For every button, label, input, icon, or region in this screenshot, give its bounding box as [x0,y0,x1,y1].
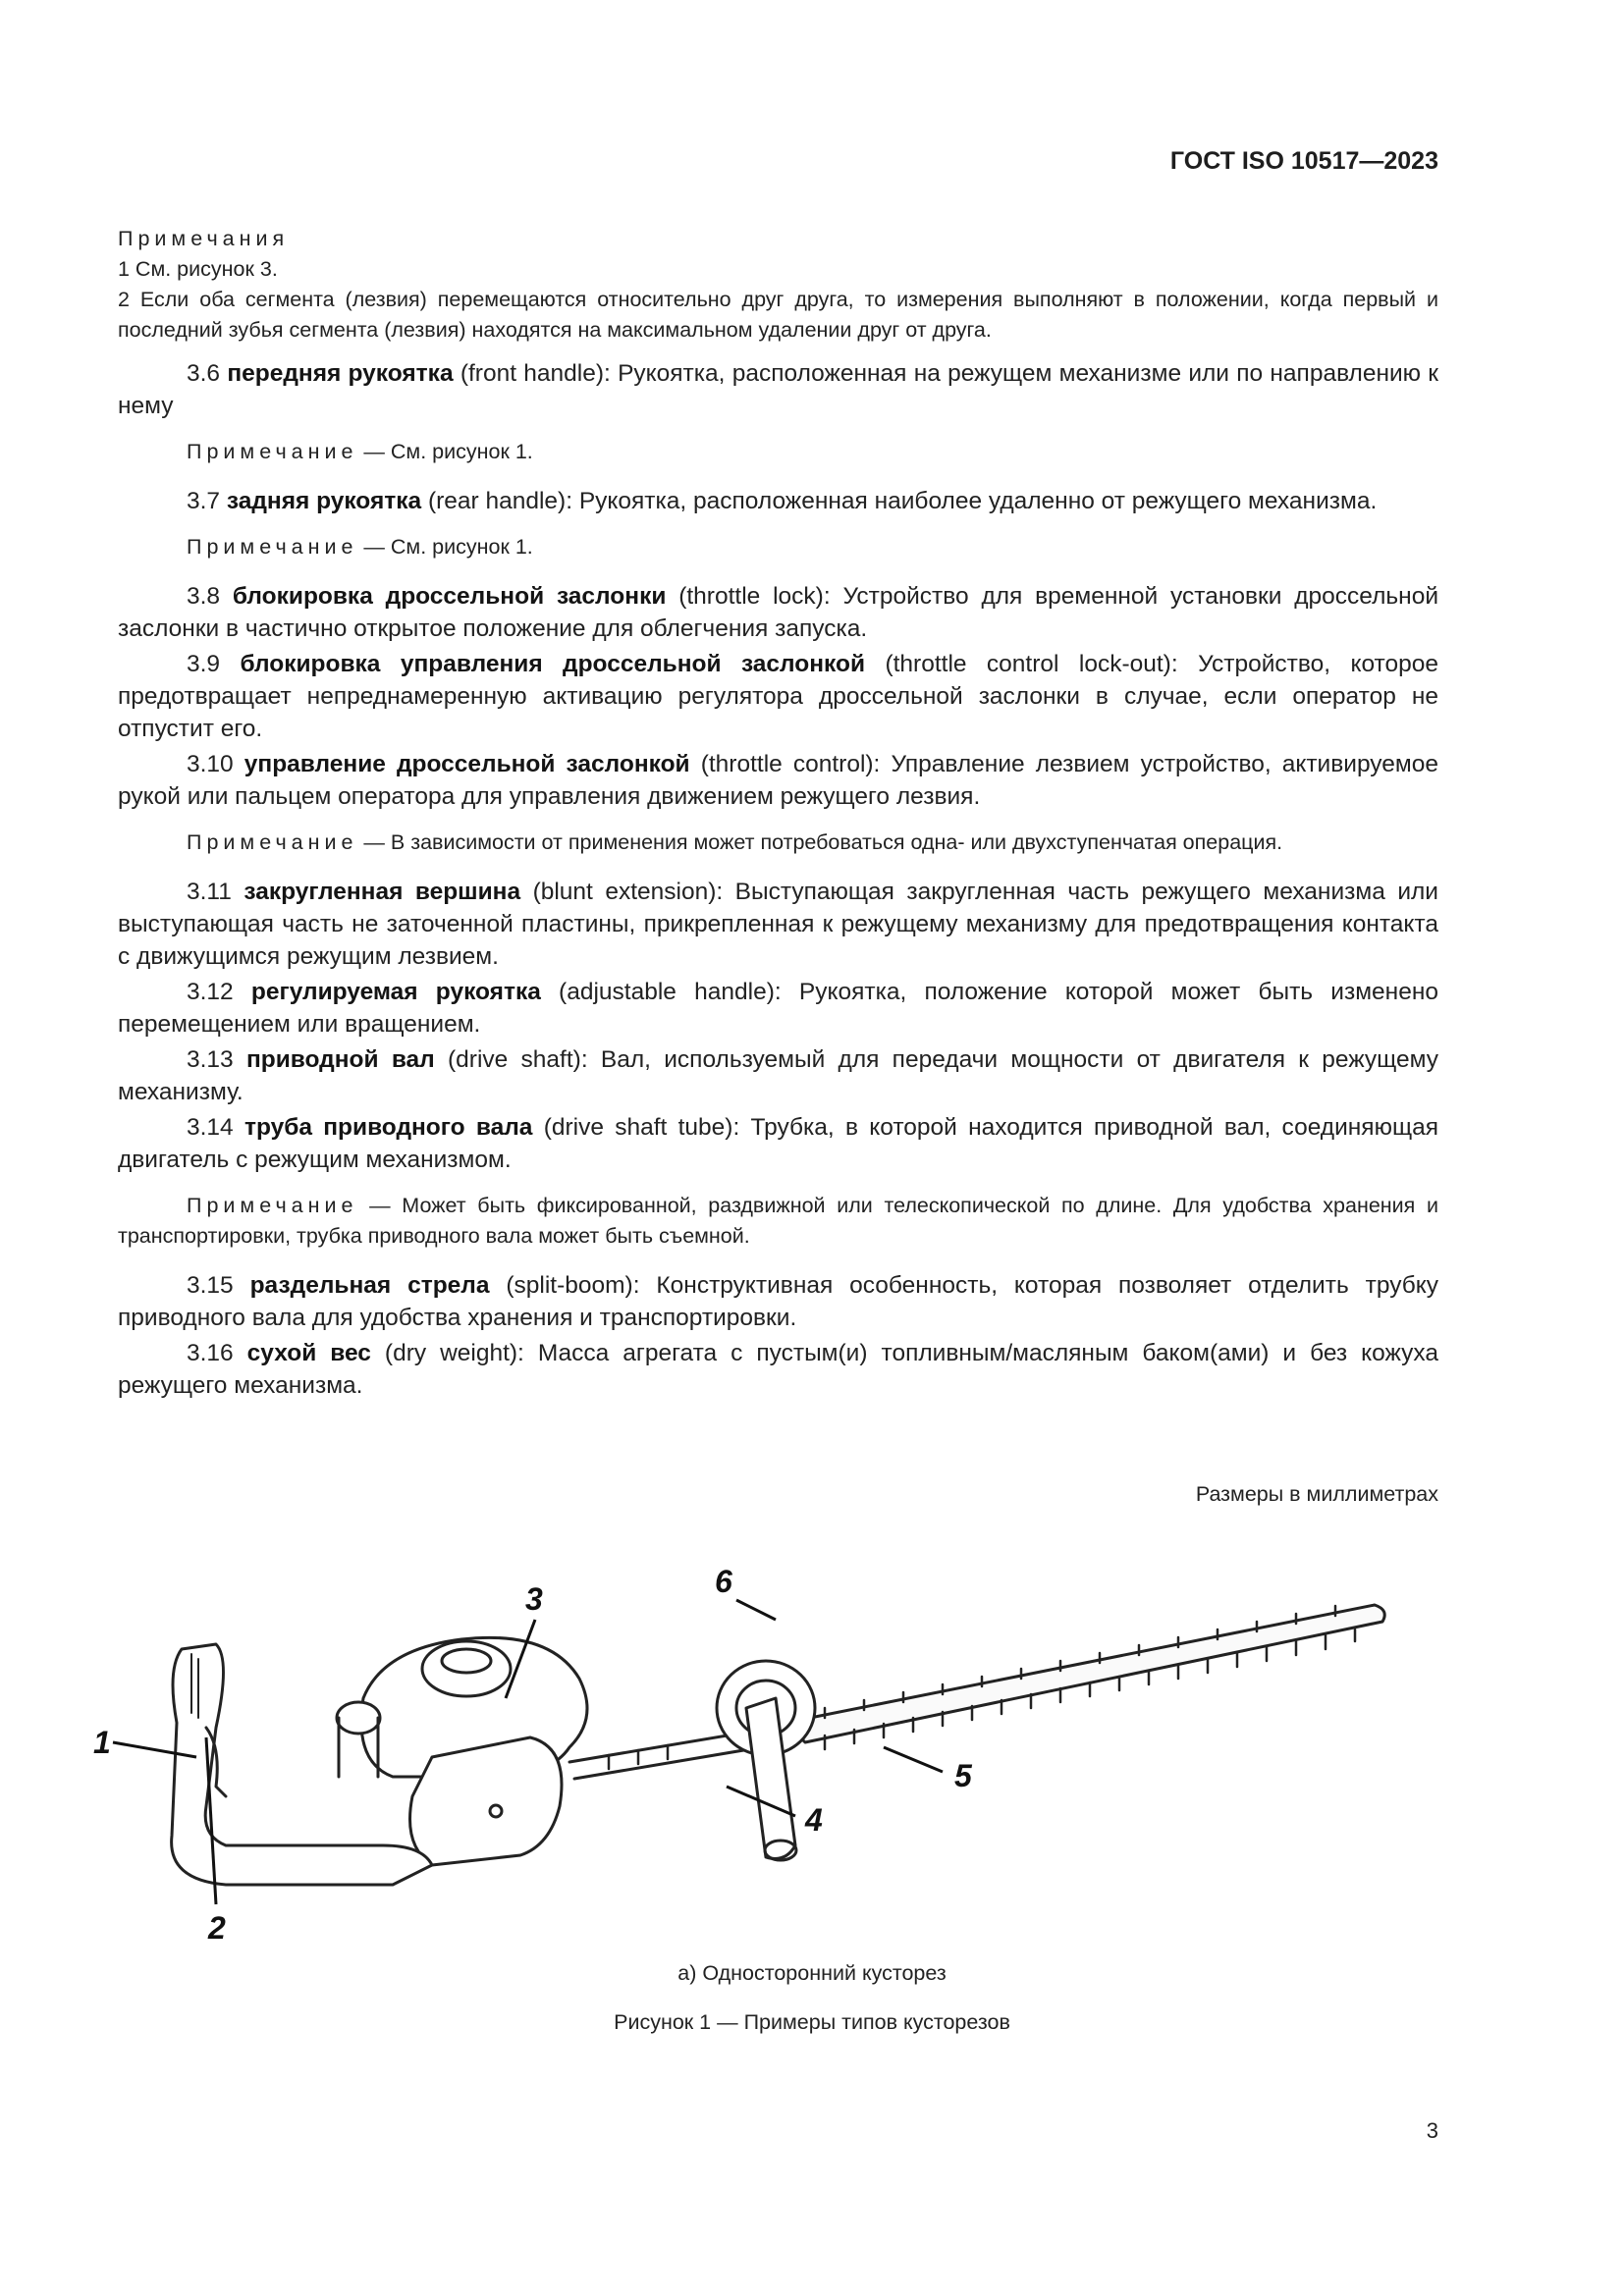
callout-1: 1 [93,1725,111,1760]
term-3-11: 3.11 закругленная вершина (blunt extension): Выступающая закругленная часть режущего механизма или выступающая часть не заточенной пластины, прикрепленная к режущему механизму для предотвращения контакта с движущимся режущим лезвием. [118,879,1438,970]
note-3-6: Примечание — См. рисунок 1. [187,440,533,463]
figure-subcaption: а) Односторонний кусторез [677,1961,947,1985]
callout-6: 6 [715,1564,732,1599]
callout-4: 4 [805,1802,823,1838]
term-3-10-name: управление дроссельной заслонкой [244,751,690,777]
term-3-9: 3.9 блокировка управления дроссельной заслонкой (throttle control lock-out): Устройство, которое предотвращает непреднамеренную активацию регулятора дроссельной заслонки в случае, если оператор не отпустит его. [118,651,1438,742]
fuel-cap [337,1702,380,1734]
term-3-16-name: сухой вес [246,1340,371,1366]
units-note: Размеры в миллиметрах [1195,1482,1438,1506]
term-3-6: 3.6 передняя рукоятка (front handle): Рукоятка, расположенная на режущем механизме или по направлению к нему [118,360,1439,419]
hedge-trimmer-figure [93,1551,1414,1946]
term-3-14-name: труба приводного вала [244,1114,533,1141]
engine-cover [410,1737,563,1865]
term-3-14: 3.14 труба приводного вала (drive shaft tube): Трубка, в которой находится приводной вал, соединяющая двигатель с режущим механизмом. [118,1114,1438,1173]
term-3-10: 3.10 управление дроссельной заслонкой (throttle control): Управление лезвием устройство, активируемое рукой или пальцем оператора для управления движением режущего лезвия. [118,751,1438,810]
term-3-7: 3.7 задняя рукоятка (rear handle): Рукоятка, расположенная наиболее удаленно от режущего механизма. [187,488,1378,514]
note-item-1: 1 См. рисунок 3. [118,257,278,281]
term-3-16: 3.16 сухой вес (dry weight): Масса агрегата с пустым(и) топливным/масляным баком(ами) и без кожуха режущего механизма. [118,1340,1438,1399]
page-content [118,224,1438,1405]
note-3-7: Примечание — См. рисунок 1. [187,535,533,559]
figure-caption: Рисунок 1 — Примеры типов кусторезов [614,2010,1010,2034]
term-3-8: 3.8 блокировка дроссельной заслонки (throttle lock): Устройство для временной установки дроссельной заслонки в частично открытое положение для облегчения запуска. [118,583,1438,642]
term-3-15-name: раздельная стрела [249,1272,490,1299]
term-3-15: 3.15 раздельная стрела (split-boom): Конструктивная особенность, которая позволяет отделить трубку приводного вала для удобства хранения и транспортировки. [118,1272,1438,1331]
term-3-9-name: блокировка управления дроссельной заслонкой [240,651,866,677]
term-3-6-name: передняя рукоятка [227,360,454,387]
page-number: 3 [1426,2118,1438,2143]
term-3-11-name: закругленная вершина [244,879,521,905]
note-3-10: Примечание — В зависимости от применения может потребоваться одна- или двухступенчатая операция. [187,830,1283,854]
notes-heading: Примечания [118,227,290,250]
term-3-8-name: блокировка дроссельной заслонки [232,583,667,610]
term-3-13: 3.13 приводной вал (drive shaft): Вал, используемый для передачи мощности от двигателя к режущему механизму. [118,1046,1438,1105]
note-3-14: Примечание — Может быть фиксированной, раздвижной или телескопической по длине. Для удобства хранения и транспортировки, трубка приводного вала может быть съемной. [118,1194,1438,1248]
cutting-blade [785,1605,1384,1742]
callout-3: 3 [525,1581,543,1617]
term-3-7-name: задняя рукоятка [226,488,422,514]
document-id-header: ГОСТ ISO 10517—2023 [1169,147,1438,175]
term-3-12-name: регулируемая рукоятка [250,979,541,1005]
term-3-12: 3.12 регулируемая рукоятка (adjustable handle): Рукоятка, положение которой может быть изменено перемещением или вращением. [118,979,1438,1038]
callout-2: 2 [208,1910,226,1946]
callout-5: 5 [954,1758,972,1793]
term-3-13-name: приводной вал [245,1046,435,1073]
note-item-2: 2 Если оба сегмента (лезвия) перемещаются относительно друг друга, то измерения выполняют в положении, когда первый и последний зубья сегмента (лезвия) находятся на максимальном удалении друг от друга. [118,288,1438,342]
